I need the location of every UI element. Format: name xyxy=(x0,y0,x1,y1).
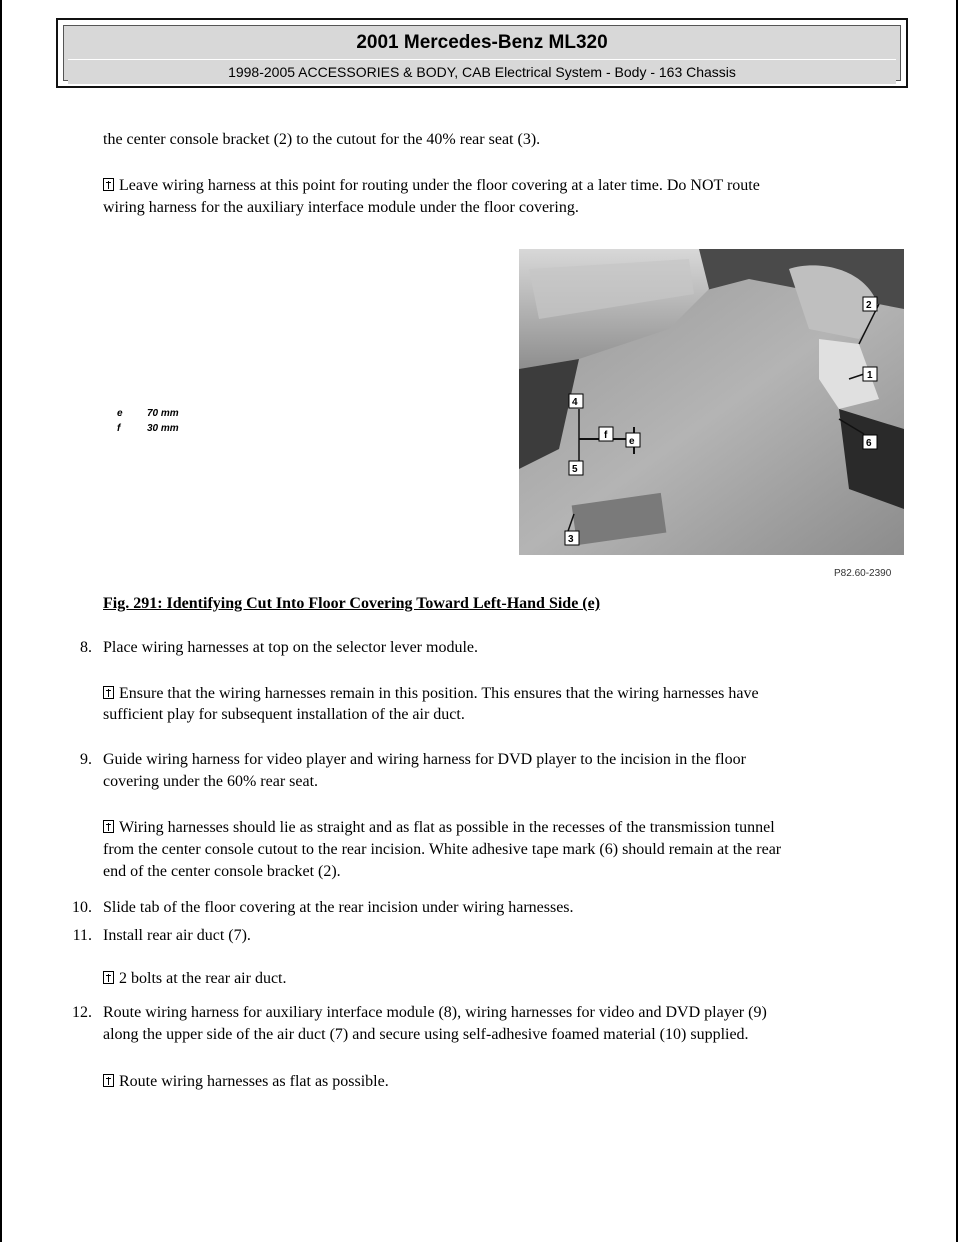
step-8-number: 8. xyxy=(80,639,92,656)
header-title: 2001 Mercedes-Benz ML320 xyxy=(356,32,608,53)
step-9-note-text: Wiring harnesses should lie as straight and as flat as possible in the recesses of the transmission tunnel xyxy=(119,819,775,836)
svg-text:f: f xyxy=(604,430,608,441)
svg-text:5: 5 xyxy=(572,464,578,475)
info-note-icon xyxy=(103,1074,114,1087)
callout-1 xyxy=(863,367,877,381)
floor-covering-photo xyxy=(519,249,904,555)
step-9-note-line-3: end of the center console bracket (2). xyxy=(103,863,341,880)
step-8-note-line-2: sufficient play for subsequent installation of the air duct. xyxy=(103,706,465,723)
header-panel xyxy=(63,25,901,81)
step-11-note-text: 2 bolts at the rear air duct. xyxy=(119,970,287,987)
legend-value-e: 70 mm xyxy=(147,408,179,419)
figure-photo-id: P82.60-2390 xyxy=(834,568,892,579)
legend-key-f: f xyxy=(117,423,121,434)
callout-e xyxy=(626,433,640,447)
note-1-text: Leave wiring harness at this point for routing under the floor covering at a later time. Do NOT route xyxy=(119,177,760,194)
step-8-text: Place wiring harnesses at top on the selector lever module. xyxy=(103,639,478,656)
step-12-note-text: Route wiring harnesses as flat as possible. xyxy=(119,1073,389,1090)
step-8-note-text: Ensure that the wiring harnesses remain in this position. This ensures that the wiring harnesses have xyxy=(119,685,759,702)
step-12-number: 12. xyxy=(72,1004,92,1021)
legend-key-e: e xyxy=(117,408,123,419)
note-1-line-2: wiring harness for the auxiliary interface module under the floor covering. xyxy=(103,199,579,216)
dimension-legend xyxy=(117,406,179,436)
document-header xyxy=(56,18,908,88)
note-1-line-1 xyxy=(103,175,760,197)
callout-2 xyxy=(863,297,877,311)
callout-3 xyxy=(565,531,579,545)
info-note-icon xyxy=(103,971,114,984)
step-12-note-line-1 xyxy=(103,1071,389,1093)
svg-text:3: 3 xyxy=(568,534,574,545)
info-note-icon xyxy=(103,178,114,191)
legend-row-e xyxy=(117,406,179,421)
step-11-note-line-1 xyxy=(103,968,287,990)
header-subtitle: 1998-2005 ACCESSORIES & BODY, CAB Electrical System - Body - 163 Chassis xyxy=(68,59,896,84)
step-9-note-line-2: from the center console cutout to the rear incision. White adhesive tape mark (6) should remain at the rear xyxy=(103,841,782,858)
step-12-line-2: along the upper side of the air duct (7) and secure using self-adhesive foamed material (10) supplied. xyxy=(103,1026,749,1043)
svg-text:e: e xyxy=(629,436,635,447)
legend-row-f xyxy=(117,421,179,436)
step-8-note-line-1 xyxy=(103,683,759,705)
svg-text:6: 6 xyxy=(866,438,872,449)
figure-photo xyxy=(519,249,904,555)
svg-text:1: 1 xyxy=(867,370,873,381)
callout-5 xyxy=(569,461,583,475)
info-note-icon xyxy=(103,820,114,833)
legend-value-f: 30 mm xyxy=(147,423,179,434)
step-9-note-line-1 xyxy=(103,817,775,839)
info-note-icon xyxy=(103,686,114,699)
step-11-text: Install rear air duct (7). xyxy=(103,927,251,944)
callout-6 xyxy=(863,435,877,449)
step-10-text: Slide tab of the floor covering at the rear incision under wiring harnesses. xyxy=(103,899,574,916)
step-9-line-2: covering under the 60% rear seat. xyxy=(103,773,319,790)
callout-4 xyxy=(569,394,583,408)
svg-text:4: 4 xyxy=(572,397,578,408)
paragraph-continuation: the center console bracket (2) to the cutout for the 40% rear seat (3). xyxy=(103,131,541,148)
step-11-number: 11. xyxy=(72,927,92,944)
figure-caption: Fig. 291: Identifying Cut Into Floor Covering Toward Left-Hand Side (e) xyxy=(103,595,601,612)
callout-f xyxy=(599,427,613,441)
step-12-line-1: Route wiring harness for auxiliary interface module (8), wiring harnesses for video and DVD player (9) xyxy=(103,1004,767,1021)
step-10-number: 10. xyxy=(72,899,92,916)
svg-text:2: 2 xyxy=(866,300,872,311)
step-9-number: 9. xyxy=(80,751,92,768)
step-9-line-1: Guide wiring harness for video player and wiring harness for DVD player to the incision in the floor xyxy=(103,751,746,768)
